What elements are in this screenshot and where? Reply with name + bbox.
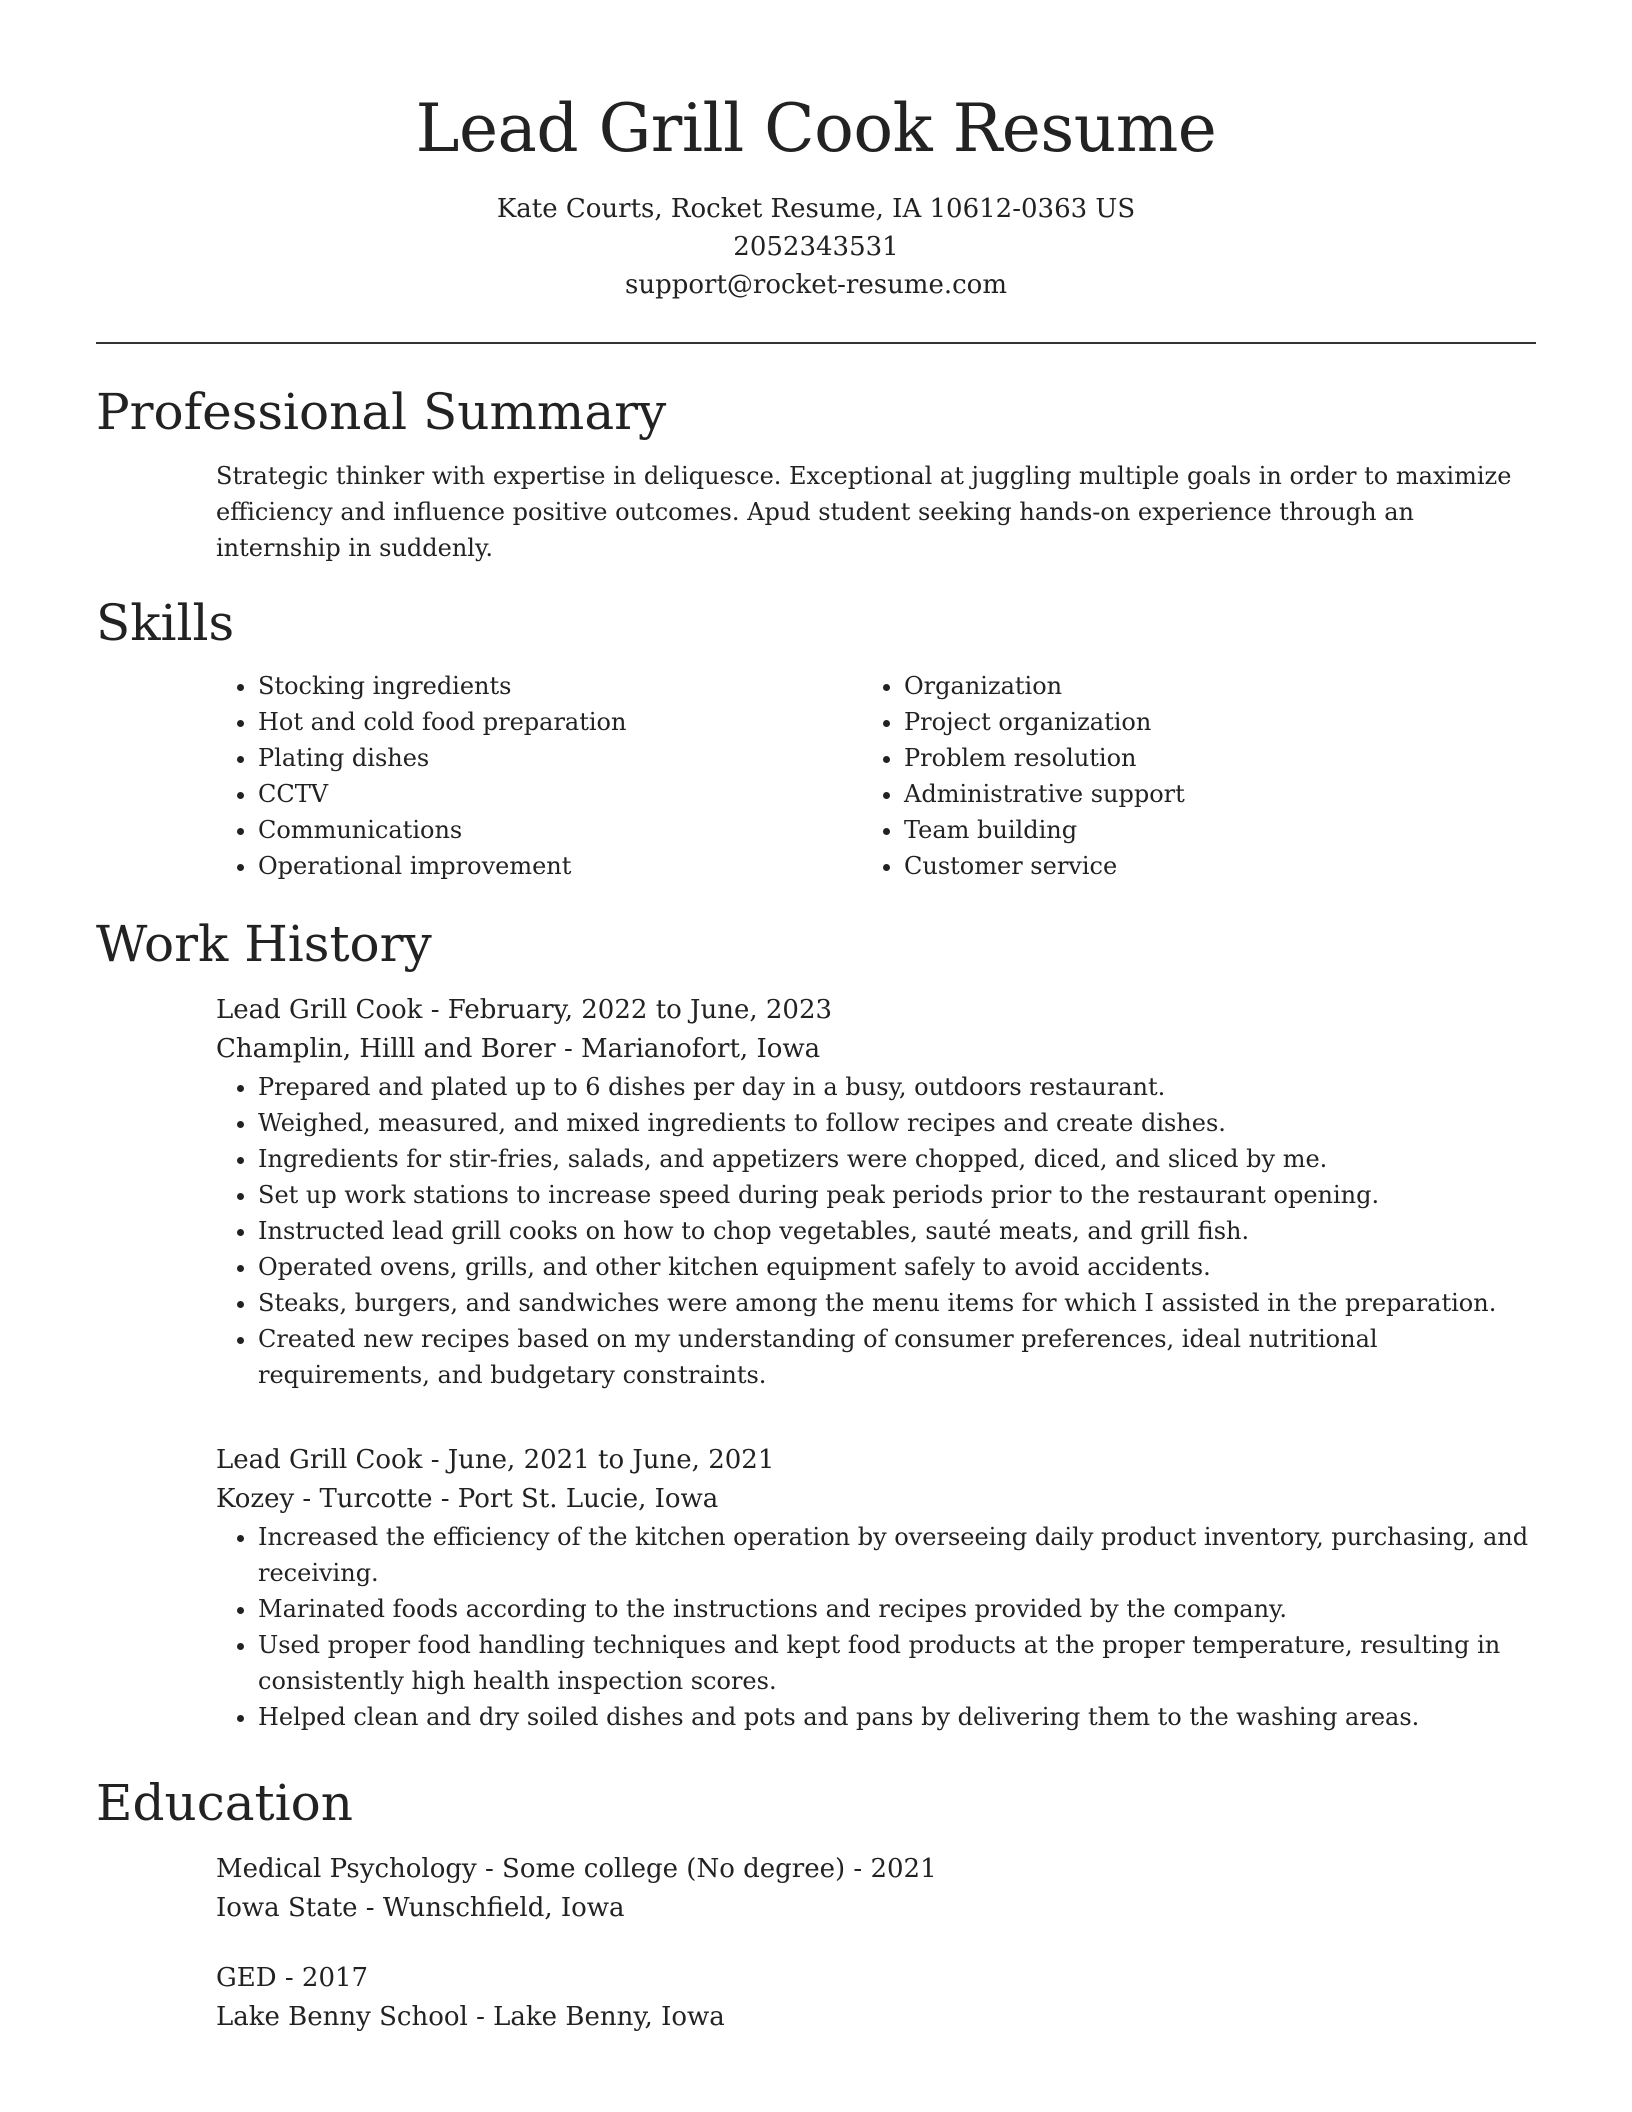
skill-item: • Operational improvement bbox=[258, 848, 834, 884]
education-school-line: Iowa State - Wunschfield, Iowa bbox=[216, 1893, 625, 1923]
contact-email: support@rocket-resume.com bbox=[624, 270, 1007, 300]
skills-heading: Skills bbox=[96, 594, 235, 652]
job-entry bbox=[216, 1441, 1546, 1735]
work-heading: Work History bbox=[96, 915, 432, 973]
skill-item: • Hot and cold food preparation bbox=[258, 704, 834, 740]
skill-item: • Administrative support bbox=[904, 776, 1480, 812]
education-degree-line: Medical Psychology - Some college (No degree) - 2021 bbox=[216, 1854, 937, 1884]
job-company-line: Kozey - Turcotte - Port St. Lucie, Iowa bbox=[216, 1484, 719, 1514]
education-school-line: Lake Benny School - Lake Benny, Iowa bbox=[216, 2002, 725, 2032]
resume-header bbox=[96, 84, 1536, 304]
skill-item: • Problem resolution bbox=[904, 740, 1480, 776]
skill-item: • Organization bbox=[904, 668, 1480, 704]
job-bullets bbox=[214, 1069, 1546, 1393]
skill-item: • CCTV bbox=[258, 776, 834, 812]
job-company-line: Champlin, Hilll and Borer - Marianofort, Iowa bbox=[216, 1034, 821, 1064]
header-divider bbox=[96, 342, 1536, 344]
education-entry bbox=[216, 1850, 1546, 1928]
job-title-line: Lead Grill Cook - February, 2022 to June, 2023 bbox=[216, 995, 833, 1025]
education-entry bbox=[216, 1959, 1546, 2037]
summary-text: Strategic thinker with expertise in deliquesce. Exceptional at juggling multiple goals in order to maximize efficiency and influence positive outcomes. Apud student seeking hands-on experience through an internship in suddenly. bbox=[216, 462, 1512, 562]
job-bullet: • Steaks, burgers, and sandwiches were among the menu items for which I assisted in the preparation. bbox=[258, 1285, 1546, 1321]
skills-column-right bbox=[860, 668, 1480, 884]
job-bullet: • Prepared and plated up to 6 dishes per day in a busy, outdoors restaurant. bbox=[258, 1069, 1546, 1105]
contact-info bbox=[96, 190, 1536, 304]
job-bullet: • Used proper food handling techniques and kept food products at the proper temperature, resulting in consistently high health inspection scores. bbox=[258, 1627, 1546, 1699]
job-bullets bbox=[214, 1519, 1546, 1735]
skill-item: • Team building bbox=[904, 812, 1480, 848]
job-title-line: Lead Grill Cook - June, 2021 to June, 2021 bbox=[216, 1445, 775, 1475]
skill-item: • Stocking ingredients bbox=[258, 668, 834, 704]
education-degree-line: GED - 2017 bbox=[216, 1963, 369, 1993]
job-bullet: • Increased the efficiency of the kitchen operation by overseeing daily product inventory, purchasing, and receiving. bbox=[258, 1519, 1546, 1591]
skill-item: • Project organization bbox=[904, 704, 1480, 740]
summary-heading: Professional Summary bbox=[96, 383, 667, 441]
skills-column-left bbox=[214, 668, 834, 884]
contact-phone: 2052343531 bbox=[733, 232, 899, 262]
job-bullet: • Helped clean and dry soiled dishes and pots and pans by delivering them to the washing areas. bbox=[258, 1699, 1546, 1735]
resume-title: Lead Grill Cook Resume bbox=[415, 90, 1217, 167]
job-bullet: • Marinated foods according to the instructions and recipes provided by the company. bbox=[258, 1591, 1546, 1627]
job-bullet: • Weighed, measured, and mixed ingredients to follow recipes and create dishes. bbox=[258, 1105, 1546, 1141]
job-bullet: • Created new recipes based on my understanding of consumer preferences, ideal nutritional requirements, and budgetary constraints. bbox=[258, 1321, 1546, 1393]
skill-item: • Communications bbox=[258, 812, 834, 848]
education-heading: Education bbox=[96, 1774, 353, 1832]
contact-address: Kate Courts, Rocket Resume, IA 10612-0363 US bbox=[496, 194, 1136, 224]
skill-item: • Plating dishes bbox=[258, 740, 834, 776]
skill-item: • Customer service bbox=[904, 848, 1480, 884]
job-bullet: • Set up work stations to increase speed during peak periods prior to the restaurant opening. bbox=[258, 1177, 1546, 1213]
job-bullet: • Ingredients for stir-fries, salads, and appetizers were chopped, diced, and sliced by me. bbox=[258, 1141, 1546, 1177]
job-bullet: • Instructed lead grill cooks on how to chop vegetables, sauté meats, and grill fish. bbox=[258, 1213, 1546, 1249]
job-bullet: • Operated ovens, grills, and other kitchen equipment safely to avoid accidents. bbox=[258, 1249, 1546, 1285]
job-entry bbox=[216, 991, 1546, 1393]
